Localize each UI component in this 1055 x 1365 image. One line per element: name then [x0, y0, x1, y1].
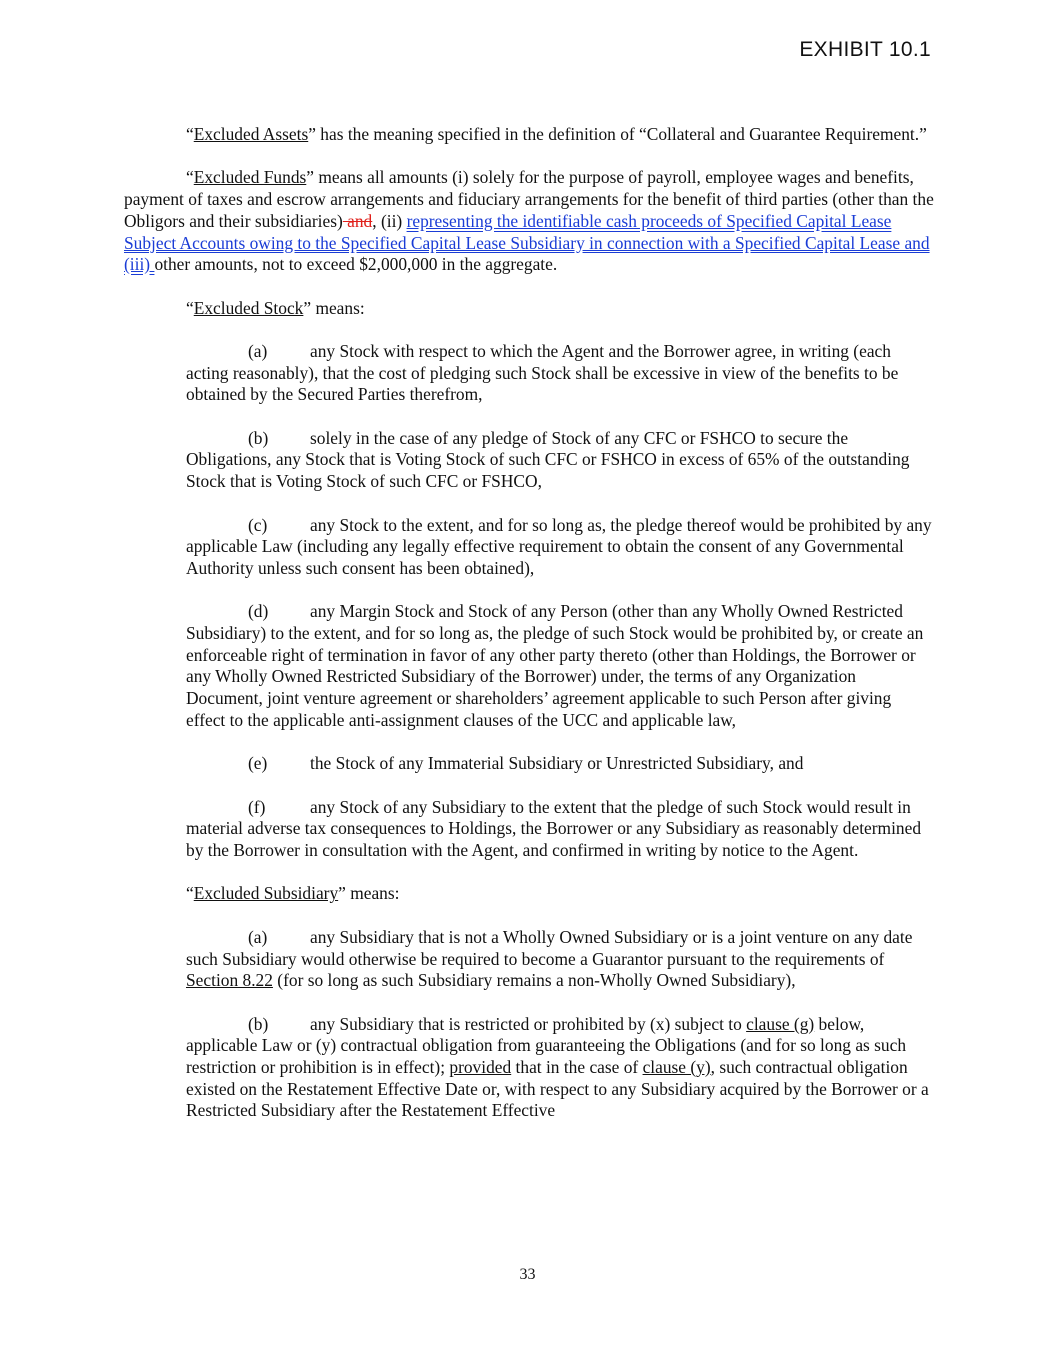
deleted-text: and — [342, 210, 373, 231]
item-label: (a) — [248, 340, 268, 361]
clause-reference: clause (y) — [642, 1057, 711, 1078]
inserted-text: representing the identifiable cash proceeds of Specified Capital Lease Subject Accounts owing to the Specified Capital Lease Subsidiary in connection with a Specified Capital Lease and (iii) — [124, 210, 930, 275]
item-text: any Stock of any Subsidiary to the extent that the pledge of such Stock would result in material adverse tax consequences to Holdings, the Borrower or any Subsidiary as reasonably determined by the Borrower in consultation with the Agent, and confirmed in writing by notice to the Agent. — [186, 796, 922, 861]
open-quote: “ — [186, 124, 194, 144]
defined-term: Excluded Subsidiary — [193, 883, 339, 904]
definition-text: other amounts, not to exceed $2,000,000 in the aggregate. — [154, 254, 558, 275]
stock-item-a — [186, 341, 934, 406]
item-text: any Stock with respect to which the Agent and the Borrower agree, in writing (each acting reasonably), that the cost of pledging such Stock shall be excessive in view of the benefits to be obtained by the Secured Parties therefrom, — [186, 340, 899, 405]
item-text: any Subsidiary that is not a Wholly Owned Subsidiary or is a joint venture on any date such Subsidiary would otherwise be required to become a Guarantor pursuant to the requirements of — [186, 926, 913, 969]
clause-reference: clause (g) — [746, 1013, 815, 1034]
definition-excluded-funds — [124, 167, 934, 276]
stock-item-b — [186, 428, 934, 493]
item-text: that in the case of — [511, 1057, 643, 1078]
stock-item-d — [186, 601, 934, 731]
item-label: (e) — [248, 753, 268, 774]
stock-item-f — [186, 797, 934, 862]
item-text: any Subsidiary that is restricted or prohibited by (x) subject to — [310, 1013, 747, 1034]
defined-term: Excluded Funds — [193, 167, 307, 188]
item-label: (f) — [248, 796, 266, 817]
stock-item-e — [186, 753, 934, 775]
section-reference: Section 8.22 — [186, 970, 273, 991]
definition-excluded-stock — [124, 298, 934, 320]
exhibit-label: EXHIBIT 10.1 — [799, 38, 931, 61]
item-text: solely in the case of any pledge of Stock of any CFC or FSHCO to secure the Obligations, any Stock that is Voting Stock of such CFC or FSHCO in excess of 65% of the outstanding Stock that is Voting Stock of such CFC or FSHCO, — [186, 427, 910, 492]
definition-text: ” means all amounts (i) solely for the purpose of payroll, employee wages and benefits, payment of taxes and escrow arrangements and fiduciary arrangements for the benefit of third parties (other than the Obligors and their subsidiaries) — [124, 167, 934, 231]
item-label: (d) — [248, 601, 269, 622]
definition-text: ” means: — [338, 883, 400, 904]
page-number: 33 — [519, 1266, 536, 1283]
item-text: below, applicable Law or (y) contractual obligation from guaranteeing the Obligations (and for so long as such restriction or prohibition is in effect); — [186, 1013, 907, 1078]
subsidiary-item-b — [186, 1014, 934, 1123]
item-label: (b) — [248, 1013, 269, 1034]
definition-excluded-subsidiary — [124, 883, 934, 905]
item-label: (c) — [248, 514, 268, 535]
definition-text: , (ii) — [372, 210, 407, 231]
definition-text: ” has the meaning specified in the definition of “Collateral and Guarantee Requirement.” — [308, 124, 927, 144]
defined-term: Excluded Assets — [193, 124, 309, 144]
subsidiary-item-a — [186, 927, 934, 992]
definition-excluded-assets — [124, 124, 934, 146]
item-text: (for so long as such Subsidiary remains a non-Wholly Owned Subsidiary), — [272, 970, 796, 991]
item-text: the Stock of any Immaterial Subsidiary or Unrestricted Subsidiary, and — [310, 753, 804, 774]
item-text: , such contractual obligation existed on the Restatement Effective Date or, with respect to any Subsidiary acquired by the Borrower or a Restricted Subsidiary after the Restatement Effective — [186, 1057, 929, 1121]
provided-term: provided — [449, 1057, 512, 1078]
document-body — [124, 124, 934, 1144]
defined-term: Excluded Stock — [193, 297, 304, 318]
item-text: any Stock to the extent, and for so long as, the pledge thereof would be prohibited by any applicable Law (including any legally effective requirement to obtain the consent of any Governmental Authority unless such consent has been obtained), — [186, 514, 932, 578]
open-quote: “ — [186, 297, 194, 318]
definition-text: ” means: — [303, 297, 365, 318]
item-label: (a) — [248, 926, 268, 947]
open-quote: “ — [186, 167, 194, 188]
item-label: (b) — [248, 427, 269, 448]
stock-item-c — [186, 515, 934, 580]
item-text: any Margin Stock and Stock of any Person (other than any Wholly Owned Restricted Subsidiary) to the extent, and for so long as, the pledge of such Stock would be prohibited by, or create an enforceable right of termination in favor of any other party thereto (other than Holdings, the Borrower or any Wholly Owned Restricted Subsidiary of the Borrower) under, the terms of any Organization Document, joint venture agreement or shareholders’ agreement applicable to such Person after giving effect to the applicable anti-assignment clauses of the UCC and applicable law, — [186, 601, 924, 730]
open-quote: “ — [186, 883, 194, 904]
